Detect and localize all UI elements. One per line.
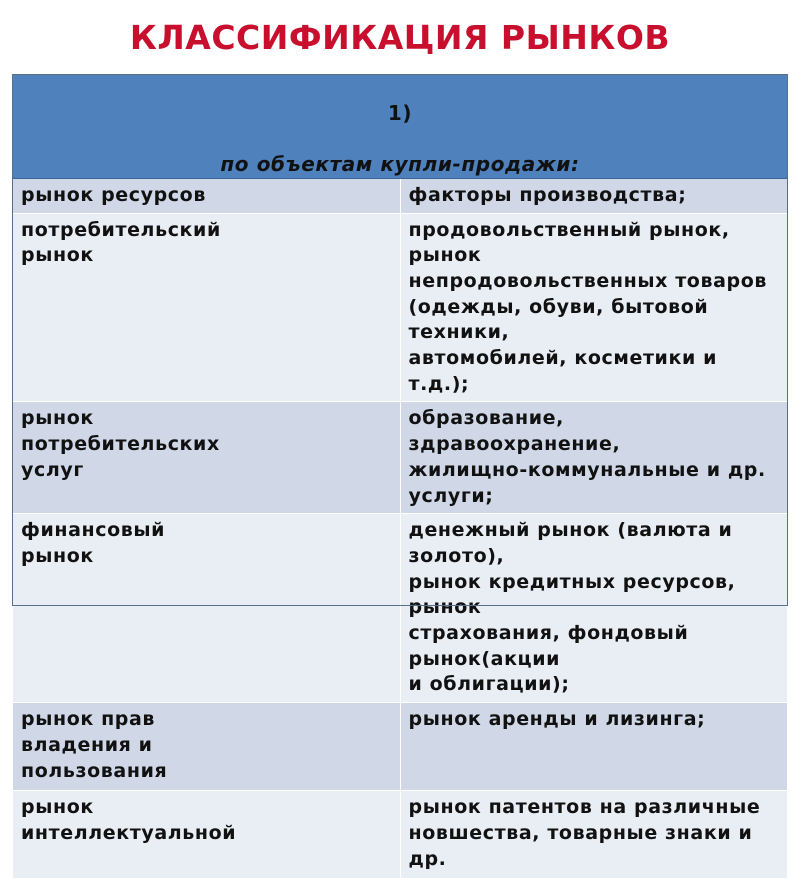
- table-row: [13, 791, 788, 879]
- classification-table: [12, 74, 788, 879]
- slide-title: КЛАССИФИКАЦИЯ РЫНКОВ: [129, 18, 671, 57]
- table-header: [13, 75, 788, 179]
- table-row: [13, 213, 788, 402]
- description-cell: образование, здравоохранение, жилищно-коммунальные и др. услуги;: [400, 402, 788, 514]
- market-cell: финансовый рынок: [13, 514, 401, 703]
- market-cell: потребительский рынок: [13, 213, 401, 402]
- description-cell: рынок патентов на различные новшества, товарные знаки и др.: [400, 791, 788, 879]
- market-cell: рынок потребительских услуг: [13, 402, 401, 514]
- table-header-row: [13, 75, 788, 179]
- table-row: [13, 178, 788, 213]
- header-number: 1): [387, 100, 413, 125]
- table-row: [13, 514, 788, 703]
- table-row: [13, 703, 788, 791]
- market-cell: рынок прав владения и пользования: [13, 703, 401, 791]
- description-cell: факторы производства;: [400, 178, 788, 213]
- header-text: по объектам купли-продажи:: [220, 152, 580, 177]
- market-cell: рынок ресурсов: [13, 178, 401, 213]
- description-cell: рынок аренды и лизинга;: [400, 703, 788, 791]
- table-row: [13, 402, 788, 514]
- description-cell: продовольственный рынок, рынок непродовольственных товаров (одежды, обуви, бытовой техники, автомобилей, косметики и т.д.);: [400, 213, 788, 402]
- market-cell: рынок интеллектуальной: [13, 791, 401, 879]
- description-cell: денежный рынок (валюта и золото), рынок кредитных ресурсов, рынок страхования, фондовый рынок(акции и облигации);: [400, 514, 788, 703]
